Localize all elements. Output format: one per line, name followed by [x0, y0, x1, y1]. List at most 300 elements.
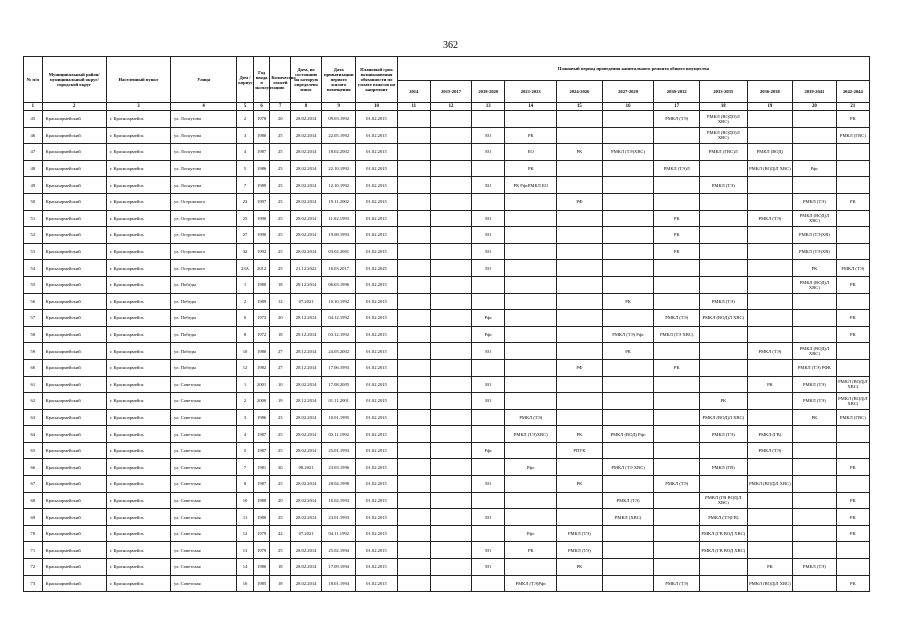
table-cell: 48: [24, 160, 43, 177]
table-cell: [505, 260, 557, 277]
column-number: 8: [291, 103, 322, 111]
table-cell: 03.12.1992: [322, 326, 356, 343]
table-cell: [836, 542, 869, 559]
table-cell: РК: [793, 409, 836, 426]
table-cell: РМКЛ (ГВ ВОД)Л ХВС): [700, 492, 748, 509]
table-cell: 03.02.2001: [322, 243, 356, 260]
table-cell: 59: [24, 343, 43, 360]
table-cell: [836, 442, 869, 459]
table-cell: 18.01.1994: [322, 575, 356, 592]
table-cell: [793, 525, 836, 542]
table-cell: [430, 376, 471, 393]
table-cell: [557, 393, 603, 410]
table-cell: ул. Советская: [171, 476, 237, 493]
table-cell: г. Красноармейск: [106, 509, 170, 526]
table-cell: [793, 127, 836, 144]
table-row: [24, 459, 870, 476]
table-cell: 25.02.1994: [322, 542, 356, 559]
table-cell: [602, 193, 654, 210]
table-cell: [747, 542, 793, 559]
table-cell: 1986: [253, 559, 270, 576]
table-cell: [747, 276, 793, 293]
table-cell: г. Красноармейск: [106, 359, 170, 376]
table-cell: [700, 227, 748, 244]
table-cell: [397, 343, 430, 360]
table-cell: РК: [557, 559, 603, 576]
table-cell: ЕО: [472, 559, 505, 576]
table-cell: 12: [237, 525, 254, 542]
table-cell: [747, 111, 793, 128]
table-cell: Рфс: [505, 459, 557, 476]
table-cell: [430, 559, 471, 576]
table-cell: 10.01.1995: [322, 409, 356, 426]
table-cell: г. Красноармейск: [106, 243, 170, 260]
table-cell: ул. Победы: [171, 343, 237, 360]
table-cell: Рфс: [793, 160, 836, 177]
header-obligation-date: Плановый срок возникновения обязанности по уплате взносов на капремонт: [356, 57, 397, 103]
table-cell: [836, 177, 869, 194]
table-cell: Красноармейский: [42, 376, 106, 393]
table-cell: РМКЛ (ГВС): [836, 127, 869, 144]
table-cell: [700, 260, 748, 277]
table-cell: РМКЛ (ТЭ): [793, 376, 836, 393]
table-cell: [557, 111, 603, 128]
table-cell: 73: [24, 575, 43, 592]
table-cell: [602, 127, 654, 144]
table-cell: 1989: [253, 177, 270, 194]
table-cell: РК: [836, 111, 869, 128]
table-cell: 5: [237, 442, 254, 459]
table-cell: 25: [270, 160, 291, 177]
table-cell: [430, 326, 471, 343]
header-row-num: № п/п: [24, 57, 43, 103]
header-privatization-date: Дата приватизации первого жилого помещения: [322, 57, 356, 103]
table-cell: [747, 409, 793, 426]
header-period: 2018-2020: [472, 81, 505, 103]
table-cell: Красноармейский: [42, 326, 106, 343]
table-cell: 1973: [253, 310, 270, 327]
table-cell: ул. Лоскутова: [171, 111, 237, 128]
table-cell: [557, 177, 603, 194]
table-cell: 2: [237, 293, 254, 310]
table-cell: [700, 575, 748, 592]
table-cell: 1985: [253, 575, 270, 592]
table-cell: [700, 343, 748, 360]
table-cell: Красноармейский: [42, 409, 106, 426]
table-cell: 01.02.2025: [356, 260, 397, 277]
table-cell: 20: [270, 111, 291, 128]
table-cell: РМКЛ (ТЭ)ХВ): [793, 227, 836, 244]
table-cell: г. Красноармейск: [106, 127, 170, 144]
table-cell: 01.02.2015: [356, 310, 397, 327]
table-cell: [836, 343, 869, 360]
table-cell: РМКЛ (ТЭ): [602, 492, 654, 509]
table-cell: Рфс: [472, 310, 505, 327]
table-cell: [472, 459, 505, 476]
table-cell: [747, 492, 793, 509]
table-cell: [700, 193, 748, 210]
table-cell: 4: [237, 144, 254, 161]
table-cell: РФ: [557, 193, 603, 210]
table-cell: г. Красноармейск: [106, 160, 170, 177]
table-cell: [472, 409, 505, 426]
table-cell: [654, 193, 700, 210]
table-cell: [700, 559, 748, 576]
table-cell: 01.02.2015: [356, 559, 397, 576]
table-cell: [654, 542, 700, 559]
table-cell: 47: [24, 144, 43, 161]
table-cell: 01.02.2015: [356, 542, 397, 559]
table-cell: РМКЛ (ТЭ): [700, 177, 748, 194]
table-cell: [397, 492, 430, 509]
table-cell: РМКЛ (ГВ): [747, 426, 793, 443]
table-cell: РК: [836, 193, 869, 210]
table-cell: 57: [24, 310, 43, 327]
table-cell: [505, 559, 557, 576]
table-cell: [472, 492, 505, 509]
table-cell: 23.01.1993: [322, 509, 356, 526]
table-cell: [430, 476, 471, 493]
column-number: 15: [557, 103, 603, 111]
table-cell: 58: [24, 326, 43, 343]
table-cell: [836, 559, 869, 576]
table-cell: [557, 210, 603, 227]
column-number: 11: [397, 103, 430, 111]
table-cell: 07.2021: [291, 525, 322, 542]
table-cell: [654, 127, 700, 144]
table-cell: [557, 293, 603, 310]
table-cell: [793, 459, 836, 476]
table-cell: [654, 509, 700, 526]
table-cell: РПУК: [557, 442, 603, 459]
table-cell: [557, 243, 603, 260]
table-cell: [700, 326, 748, 343]
table-cell: 1980: [253, 509, 270, 526]
table-cell: РК: [557, 476, 603, 493]
table-cell: г. Красноармейск: [106, 260, 170, 277]
table-cell: [793, 476, 836, 493]
table-cell: [654, 293, 700, 310]
table-cell: 5: [237, 160, 254, 177]
table-cell: [654, 376, 700, 393]
table-cell: 01.02.2015: [356, 343, 397, 360]
table-cell: [747, 310, 793, 327]
table-cell: РК: [836, 525, 869, 542]
table-cell: 52: [24, 227, 43, 244]
table-cell: [397, 393, 430, 410]
table-cell: 01.02.2015: [356, 177, 397, 194]
table-cell: [793, 492, 836, 509]
table-cell: 56: [24, 293, 43, 310]
table-cell: РМКЛ (ВОД)Л ХВС): [700, 409, 748, 426]
table-cell: 25: [270, 127, 291, 144]
table-cell: 1982: [253, 359, 270, 376]
table-cell: [505, 243, 557, 260]
table-cell: 72: [24, 559, 43, 576]
table-cell: г. Красноармейск: [106, 177, 170, 194]
table-cell: 28.02.2014: [291, 575, 322, 592]
table-row: [24, 492, 870, 509]
table-cell: 01.02.2015: [356, 426, 397, 443]
table-cell: РМКЛ (ТЭ): [654, 476, 700, 493]
header-decision-date: Дата, по состоянию на которую определено износ: [291, 57, 322, 103]
table-cell: 1: [237, 276, 254, 293]
table-cell: 28.02.2014: [291, 542, 322, 559]
table-cell: г. Красноармейск: [106, 293, 170, 310]
table-cell: ЕО: [472, 393, 505, 410]
table-cell: Красноармейский: [42, 442, 106, 459]
table-cell: 1987: [253, 426, 270, 443]
table-cell: 1989: [253, 293, 270, 310]
table-cell: [397, 426, 430, 443]
table-cell: г. Красноармейск: [106, 409, 170, 426]
table-cell: 28.12.2014: [291, 310, 322, 327]
table-cell: РК: [505, 542, 557, 559]
table-cell: [557, 260, 603, 277]
table-cell: ул. Победы: [171, 359, 237, 376]
table-cell: РК: [602, 293, 654, 310]
table-cell: г. Красноармейск: [106, 193, 170, 210]
table-cell: [397, 442, 430, 459]
table-cell: ЕО: [472, 144, 505, 161]
column-number: 6: [253, 103, 270, 111]
table-cell: 28.02.2014: [291, 409, 322, 426]
table-cell: 01.02.2015: [356, 293, 397, 310]
column-number: 19: [747, 103, 793, 111]
table-cell: 10: [237, 492, 254, 509]
table-cell: РМКЛ (ТЭ): [654, 310, 700, 327]
table-cell: ЕО: [472, 476, 505, 493]
table-cell: ул. Советская: [171, 459, 237, 476]
table-cell: РМКЛ (ТЭ): [557, 542, 603, 559]
table-cell: [430, 359, 471, 376]
table-cell: 7: [237, 177, 254, 194]
table-cell: [557, 376, 603, 393]
table-cell: ул. Островского: [171, 227, 237, 244]
column-number: 14: [505, 103, 557, 111]
table-cell: 1987: [253, 442, 270, 459]
table-cell: 69: [24, 509, 43, 526]
header-period: 2042-2044: [836, 81, 869, 103]
table-cell: [472, 525, 505, 542]
table-row: [24, 127, 870, 144]
table-cell: [557, 276, 603, 293]
table-cell: 01.02.2015: [356, 144, 397, 161]
table-cell: ул. Советская: [171, 559, 237, 576]
table-cell: 55: [24, 276, 43, 293]
table-cell: 1979: [253, 542, 270, 559]
table-cell: [505, 376, 557, 393]
table-cell: РМКЛ (ВОД)Л ХВС): [793, 276, 836, 293]
table-cell: [654, 409, 700, 426]
table-cell: [472, 293, 505, 310]
table-cell: ЕО: [472, 509, 505, 526]
table-cell: Рфс: [505, 525, 557, 542]
header-group-title: Плановый период проведения капитального ремонта общего имущества: [397, 57, 869, 81]
column-number: 21: [836, 103, 869, 111]
table-row: [24, 326, 870, 343]
table-cell: 16.03.2017: [322, 260, 356, 277]
table-cell: 28.12.2014: [291, 359, 322, 376]
table-cell: 27: [237, 227, 254, 244]
table-cell: ул. Победы: [171, 326, 237, 343]
table-cell: ул. Островского: [171, 210, 237, 227]
table-cell: 1986: [253, 409, 270, 426]
table-cell: [793, 426, 836, 443]
table-cell: 25: [270, 193, 291, 210]
table-cell: 1990: [253, 210, 270, 227]
table-cell: ЕО: [472, 260, 505, 277]
table-cell: [397, 542, 430, 559]
table-cell: Рфс: [472, 442, 505, 459]
table-cell: РМКЛ (ГВС)Л: [700, 144, 748, 161]
table-cell: 6: [237, 310, 254, 327]
table-cell: [700, 476, 748, 493]
table-cell: 28.12.2014: [291, 393, 322, 410]
table-cell: РМКЛ (ТЭ): [654, 575, 700, 592]
table-cell: [602, 276, 654, 293]
table-cell: РК: [836, 459, 869, 476]
table-cell: [505, 210, 557, 227]
table-cell: 07.2021: [291, 293, 322, 310]
table-cell: РМКЛ (ТЭ) РФК: [793, 359, 836, 376]
table-cell: [472, 193, 505, 210]
table-cell: [397, 243, 430, 260]
column-number: 18: [700, 103, 748, 111]
table-cell: 17.06.1993: [322, 359, 356, 376]
table-cell: [557, 160, 603, 177]
table-cell: РМКЛ (ВОД): [747, 144, 793, 161]
table-cell: 54: [24, 260, 43, 277]
table-cell: [793, 177, 836, 194]
table-cell: 28.02.2014: [291, 193, 322, 210]
table-cell: РК: [505, 127, 557, 144]
table-row: [24, 160, 870, 177]
table-cell: [602, 160, 654, 177]
table-cell: [430, 310, 471, 327]
table-row: [24, 210, 870, 227]
table-cell: г. Красноармейск: [106, 111, 170, 128]
table-cell: [654, 144, 700, 161]
table-cell: [430, 343, 471, 360]
table-cell: 01.02.2015: [356, 193, 397, 210]
table-cell: РМКЛ (ТЭ)ХВ): [793, 243, 836, 260]
column-number: 7: [270, 103, 291, 111]
table-cell: РК: [654, 243, 700, 260]
table-cell: Рфс: [472, 326, 505, 343]
table-cell: 65: [24, 442, 43, 459]
table-cell: РМКЛ (ТЭ): [793, 559, 836, 576]
table-row: [24, 426, 870, 443]
table-row: [24, 144, 870, 161]
header-period: 2030-2032: [654, 81, 700, 103]
table-cell: 70: [24, 525, 43, 542]
table-cell: 28.02.2014: [291, 559, 322, 576]
table-cell: 04.12.1992: [322, 310, 356, 327]
table-cell: [793, 442, 836, 459]
table-cell: 12: [270, 293, 291, 310]
table-cell: [793, 111, 836, 128]
table-cell: 25: [270, 227, 291, 244]
table-cell: 04.11.1992: [322, 525, 356, 542]
table-cell: Красноармейский: [42, 459, 106, 476]
table-cell: ул. Лоскутова: [171, 177, 237, 194]
table-row: [24, 542, 870, 559]
table-cell: 01.02.2015: [356, 575, 397, 592]
table-cell: [430, 459, 471, 476]
table-cell: г. Красноармейск: [106, 393, 170, 410]
table-cell: 10: [270, 376, 291, 393]
table-cell: РМКЛ (ТЭ): [793, 393, 836, 410]
table-cell: 1981: [253, 459, 270, 476]
table-cell: [747, 293, 793, 310]
column-number: 9: [322, 103, 356, 111]
table-cell: 51: [24, 210, 43, 227]
header-period: 2036-2038: [747, 81, 793, 103]
table-cell: [472, 575, 505, 592]
table-cell: [430, 293, 471, 310]
table-cell: 30: [270, 459, 291, 476]
table-row: [24, 376, 870, 393]
table-cell: РФ: [557, 359, 603, 376]
table-cell: 01.02.2015: [356, 243, 397, 260]
table-cell: [472, 276, 505, 293]
table-cell: 3: [237, 409, 254, 426]
table-cell: [836, 359, 869, 376]
table-cell: 11.02.1993: [322, 210, 356, 227]
table-row: [24, 243, 870, 260]
table-cell: 1980: [253, 127, 270, 144]
table-cell: РМКЛ (ВОД)Л ХВС): [747, 575, 793, 592]
table-cell: г. Красноармейск: [106, 442, 170, 459]
table-cell: 23: [237, 193, 254, 210]
table-cell: ул. Советская: [171, 409, 237, 426]
table-cell: 22.10.1992: [322, 160, 356, 177]
table-cell: Красноармейский: [42, 476, 106, 493]
table-cell: ул. Лоскутова: [171, 127, 237, 144]
table-cell: ул. Советская: [171, 575, 237, 592]
table-row: [24, 409, 870, 426]
table-cell: г. Красноармейск: [106, 525, 170, 542]
column-number: 12: [430, 103, 471, 111]
table-cell: [430, 393, 471, 410]
table-cell: [836, 227, 869, 244]
table-cell: ул. Победы: [171, 276, 237, 293]
table-cell: РМКЛ (ТЭ): [793, 193, 836, 210]
table-cell: [397, 409, 430, 426]
table-cell: РК РфсРМКЛ ЕО: [505, 177, 557, 194]
table-cell: РК: [793, 260, 836, 277]
table-cell: РМКЛ (ТЭ): [700, 426, 748, 443]
table-cell: [397, 160, 430, 177]
table-cell: Красноармейский: [42, 243, 106, 260]
table-cell: г. Красноармейск: [106, 492, 170, 509]
table-cell: 23: [270, 409, 291, 426]
table-cell: РМКЛ (ВОДО)Л ХВС): [700, 127, 748, 144]
table-cell: [793, 575, 836, 592]
table-cell: Красноармейский: [42, 193, 106, 210]
table-cell: 28.12.2014: [291, 276, 322, 293]
table-cell: 20: [270, 492, 291, 509]
table-cell: 24.05.2002: [322, 343, 356, 360]
table-cell: [430, 144, 471, 161]
table-cell: [747, 127, 793, 144]
table-cell: [747, 509, 793, 526]
table-cell: [700, 210, 748, 227]
table-cell: 2012: [253, 260, 270, 277]
page-number: 362: [443, 40, 458, 51]
column-number: 3: [106, 103, 170, 111]
